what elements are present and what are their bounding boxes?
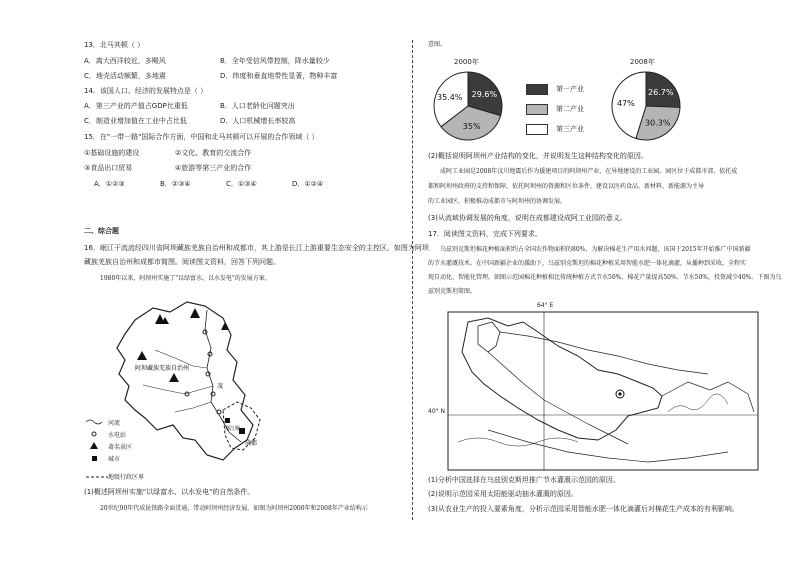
q16-text3a: 成阿工业园是2008年汶川地震后作为援建项目的阿坝州产业，在异地建设的工业园。园区位于成都市郊，依托成 (440, 168, 738, 175)
q15-option-a[interactable]: A．①②③ (94, 180, 125, 188)
q17-stem: 17．阅读图文资料，完成下列要求。 (428, 230, 542, 238)
q16-sub2: (2)概括说明阿坝州产业结构的变化，并说明发生这种结构变化的原因。 (428, 152, 648, 160)
pie-2000-label-3: 35.4% (436, 92, 463, 102)
q16-stem-line1: 16．岷江干流流经四川省阿坝藏族羌族自治州和成都市，其上游是长江上游重要生态安全的主控区。如图为阿坝 (84, 244, 429, 252)
legend-hydro-label: 水电站 (108, 432, 127, 439)
legend-boundary-label: 地级行政区界 (108, 474, 145, 481)
pie-chart-2000 (428, 66, 508, 146)
q13-option-c[interactable]: C．地壳活动频繁，多地震 (84, 72, 166, 80)
legend-tertiary-label: 第三产业 (556, 125, 584, 133)
section-title: 二、综合题 (84, 227, 119, 235)
pie-2000-label-2: 35% (462, 122, 481, 132)
map-mao-label: 茂 (217, 383, 224, 390)
map-region-label: 阿坝藏族羌族自治州 (135, 365, 190, 372)
tributary-river-3 (175, 402, 211, 412)
q15-item-4: ④旅游等第三产业的合作 (175, 164, 252, 172)
country-border (462, 318, 662, 440)
legend-secondary-swatch (526, 104, 548, 115)
legend-river-symbol (86, 420, 102, 424)
tributary-river-2 (143, 385, 213, 394)
q17-sub3: (3)从农业生产的投入要素角度，分析示范园采用智能水肥一体化滴灌后对棉花生产成本的有利影响。 (428, 505, 739, 513)
q14-stem: 14．该国人口、经济的发展特点是（ ） (84, 87, 208, 95)
q16-stem-line2: 藏族羌族自治州和成都市简图。阅读图文资料，回答下列问题。 (84, 258, 280, 266)
q16-text2-cont: 意图。 (428, 41, 447, 48)
q15-stem: 15．在"一带一路"国际合作方面，中国和北马其顿可以开展的合作领域（ ） (84, 133, 319, 141)
map-dujiangyan-label: 都江堰 (225, 426, 241, 432)
legend-city-label: 城市 (108, 456, 121, 463)
legend-primary-swatch (526, 84, 548, 95)
pie-2008-title: 2008年 (630, 58, 655, 66)
q15-option-c[interactable]: C．①③④ (226, 180, 257, 188)
pie-2000-label-1: 29.6% (471, 89, 498, 99)
q17-sub2: (2)说明示范园采用太阳能驱动抽水灌溉的原因。 (428, 490, 578, 498)
map-latitude-label: 40° N (428, 408, 446, 415)
legend-scenic-label: 著名景区 (108, 444, 133, 451)
pie-2000-title: 2000年 (454, 58, 479, 66)
q17-text-line4: 兹别克斯坦简图。 (428, 288, 477, 295)
map-chengdu-label: 成都 (245, 440, 258, 447)
pie-2008-label-3: 47% (616, 98, 635, 108)
legend-river-label: 河流 (108, 420, 121, 427)
q16-sub1: (1)概述阿坝州实施"以绿富水、以水发电"的自然条件。 (84, 488, 255, 496)
q16-text3b: 都和阿坝州政府的支持和保障，依托阿坝州的资源和区位条件，建设以医药食品、新材料、新能源为主导 (428, 183, 705, 190)
legend-tertiary-swatch (526, 124, 548, 135)
q15-item-2: ②文化、教育的交流合作 (175, 149, 252, 157)
pie-2008-label-2: 30.3% (645, 118, 671, 128)
q13-option-b[interactable]: B．全年受信风带控制，降水量较少 (220, 57, 330, 65)
q14-option-d[interactable]: D．人口机械增长率较高 (220, 117, 296, 125)
syr-darya-river (500, 332, 708, 374)
q13-stem: 13．北马其顿（ ） (84, 41, 145, 49)
demo-park-marker (616, 390, 624, 398)
river-east-1 (668, 394, 728, 412)
uzbekistan-map (448, 312, 758, 472)
q17-text-line3: 现自动化、智能化管理。如图示范园棉花种植相比传统种植方式节水50%，棉花产量提高50%、节水50%，投资减少40%。下图为乌 (428, 274, 782, 281)
q15-option-b[interactable]: B．②③④ (160, 180, 191, 188)
legend-secondary-label: 第二产业 (556, 105, 584, 113)
legend-hydro-symbol (92, 432, 96, 436)
column-divider (412, 40, 413, 520)
legend-primary-label: 第一产业 (556, 85, 584, 93)
map-frame (448, 312, 758, 470)
q17-text-line2: 的节水灌溉技术。在中国新疆企业的援助下，乌兹别克斯坦的棉花种植采用智能水肥一体化滴灌，从播种到采收，全程实 (428, 260, 747, 267)
q14-option-b[interactable]: B．人口老龄化问题突出 (220, 102, 295, 110)
q13-option-a[interactable]: A．离大西洋较近，多飓风 (84, 57, 166, 65)
q16-sub3: (3)从流域协调发展的角度，说明在成都建设成阿工业园的意义。 (428, 214, 627, 222)
q13-option-d[interactable]: D．纬度和垂直地带性显著，物种丰富 (220, 72, 338, 80)
q15-option-d[interactable]: D．①②④ (292, 180, 324, 188)
q17-sub1: (1)分析中国选择在乌兹别克斯坦推广节水灌溉示范园的原因。 (428, 476, 620, 484)
q16-intro: 1980年以来，阿坝州实施了"以绿富水、以水发电"的发展方案。 (100, 275, 271, 282)
aba-boundary (117, 302, 253, 460)
legend-city-symbol (92, 456, 97, 461)
q15-item-1: ①基础设施的建设 (84, 149, 140, 157)
q16-text3c: 的工业园区，积极推动成都市与阿坝州的协调发展。 (428, 198, 567, 205)
neighbor-border-east (662, 382, 754, 412)
hydro-stations (185, 330, 224, 414)
dujiangyan-city (225, 418, 230, 423)
pie-2008-label-1: 26.7% (648, 87, 674, 97)
pie-chart-2008 (606, 66, 686, 146)
q14-option-c[interactable]: C．制造业增加值在工业中占比低 (84, 117, 187, 125)
q15-item-3: ③食品出口贸易 (84, 164, 133, 172)
aral-sea (478, 322, 500, 352)
q16-text2: 20世纪90年代成昆铁路全面贯通，带动阿坝州经济发展。如图为阿坝州2000年和2008年产业结构示 (100, 505, 368, 512)
q14-option-a[interactable]: A．第三产业的产值占GDP比重低 (84, 102, 188, 110)
map-longitude-label: 64° E (537, 302, 554, 309)
q17-text-line1: 乌兹别克斯坦棉花种植面积约占全国农作物面积的80%，为解决棉花生产用水问题，该国于2015年开始推广中国新疆 (440, 246, 751, 253)
legend-scenic-symbol (90, 442, 98, 449)
